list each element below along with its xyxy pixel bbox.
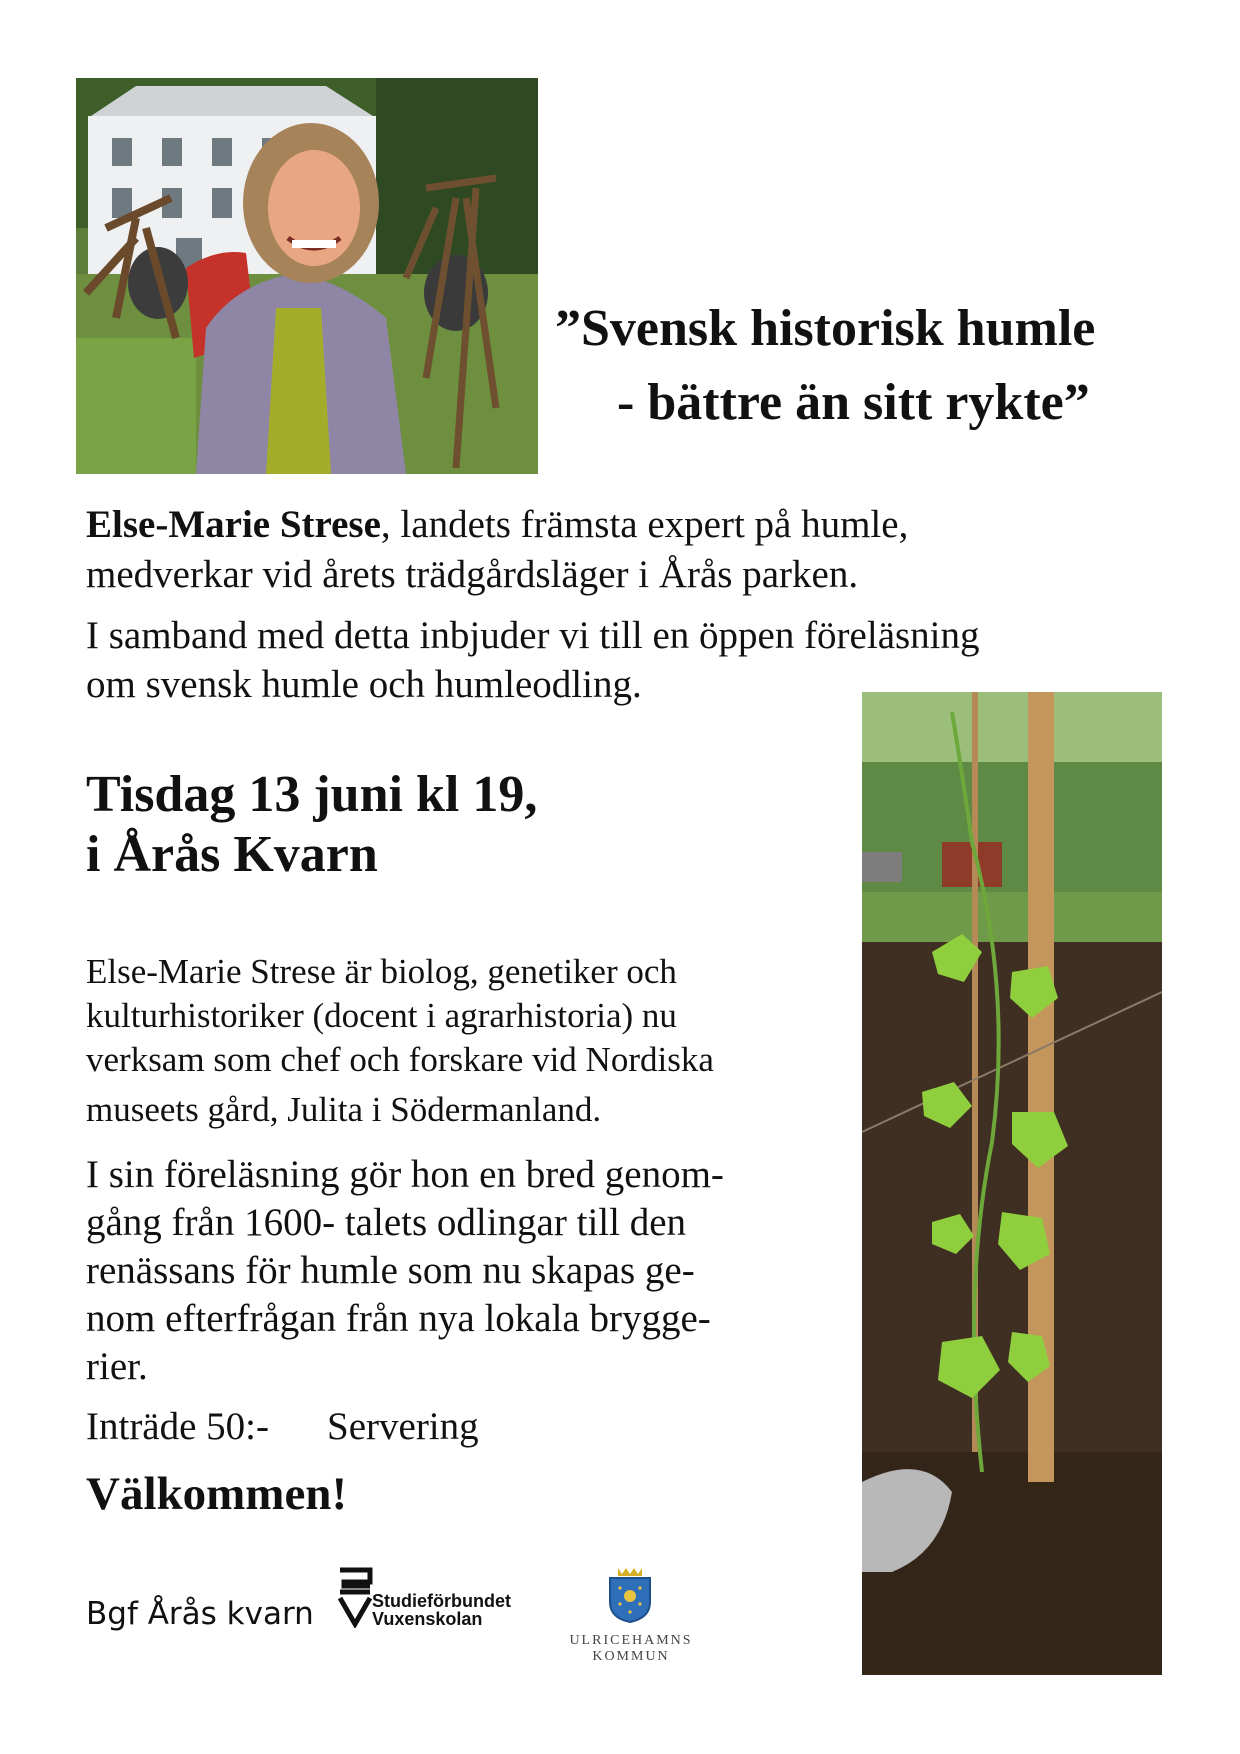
welcome-text: Välkommen!: [86, 1468, 348, 1520]
ulricehamn-line-1: ULRICEHAMNS: [569, 1633, 693, 1648]
bio-line: museets gård, Julita i Södermanland.: [86, 1090, 602, 1129]
ulricehamn-name: [566, 1633, 696, 1665]
talk-description: [86, 1151, 866, 1391]
event-date-place: [86, 765, 786, 885]
photo-hop-plant: [862, 692, 1162, 1675]
organizer-club: Bgf Årås kvarn: [86, 1596, 314, 1632]
entry-fee: Inträde 50:-: [86, 1405, 270, 1448]
bio-line: Else-Marie Strese är biolog, genetiker och: [86, 952, 677, 991]
intro-text-2: medverkar vid årets trädgårdsläger i Årås parken.: [86, 553, 859, 596]
intro-paragraph: [86, 500, 1146, 600]
title-line-2: - bättre än sitt rykte”: [617, 374, 1090, 431]
sv-name-line-1: Studieförbundet: [372, 1591, 511, 1611]
title-line-1: ”Svensk historisk humle: [555, 300, 1096, 357]
event-place: i Årås Kvarn: [86, 826, 378, 883]
event-title: [555, 292, 1225, 440]
invite-text-2: om svensk humle och humleodling.: [86, 663, 642, 706]
talk-line: renässans för humle som nu skapas ge-: [86, 1249, 695, 1292]
photo-woman-with-hop-roots: [76, 78, 538, 474]
admission-info: [86, 1403, 479, 1451]
sv-logo-icon: [336, 1566, 376, 1628]
talk-line: gång från 1600- talets odlingar till den: [86, 1201, 687, 1244]
ulricehamn-crest-icon: [606, 1566, 654, 1624]
bio-line: kulturhistoriker (docent i agrarhistoria) nu: [86, 996, 677, 1035]
intro-text-1: , landets främsta expert på humle,: [380, 503, 909, 546]
sv-name-line-2: Vuxenskolan: [372, 1609, 483, 1629]
event-date: Tisdag 13 juni kl 19,: [86, 766, 538, 823]
bio-line: verksam som chef och forskare vid Nordiska: [86, 1040, 714, 1079]
talk-line: I sin föreläsning gör hon en bred genom-: [86, 1153, 724, 1196]
talk-line: rier.: [86, 1345, 148, 1388]
speaker-bio: [86, 950, 866, 1132]
talk-line: nom efterfrågan från nya lokala brygge-: [86, 1297, 711, 1340]
serving-info: Servering: [327, 1405, 479, 1448]
speaker-name: Else-Marie Strese: [86, 503, 381, 546]
ulricehamn-line-2: KOMMUN: [592, 1649, 670, 1664]
studieforbundet-name: [372, 1592, 511, 1628]
invite-text-1: I samband med detta inbjuder vi till en öppen föreläsning: [86, 614, 980, 657]
